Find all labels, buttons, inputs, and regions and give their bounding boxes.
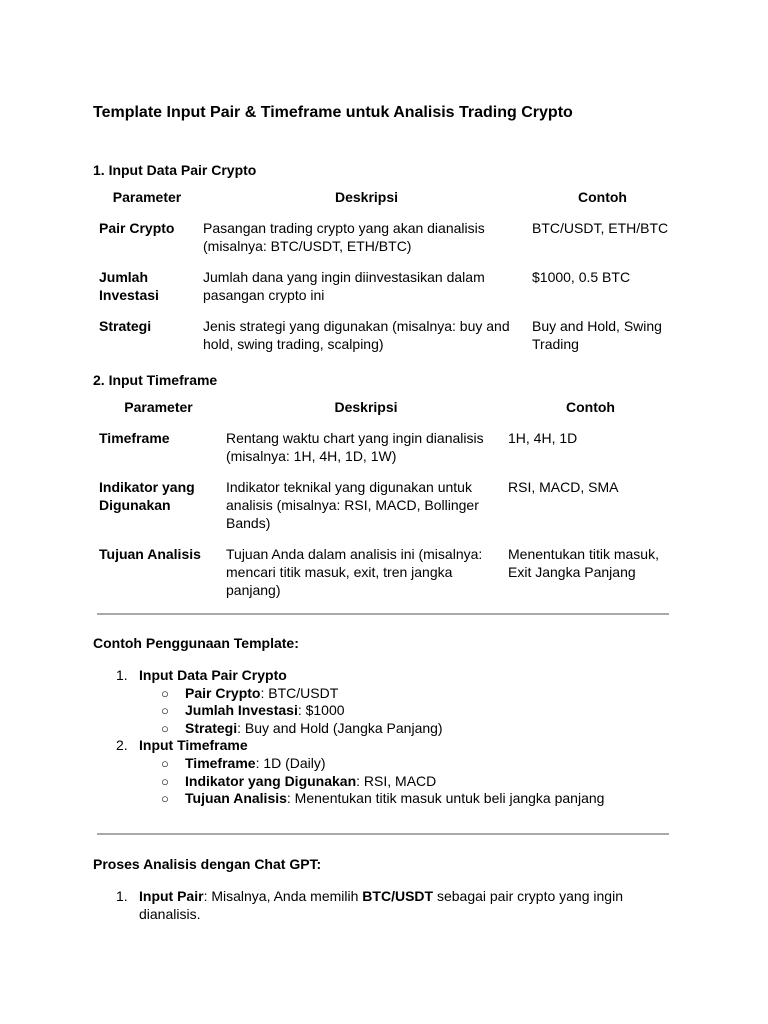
table-row xyxy=(93,429,673,465)
example-cell: 1H, 4H, 1D xyxy=(508,430,578,446)
circle-bullet-icon: ○ xyxy=(161,755,169,771)
list-item: 1. Input Pair: Misalnya, Anda memilih BTC/USDT sebagai pair crypto yang ingin dianalisis. xyxy=(116,888,623,922)
list-item: 1. Input Data Pair Crypto xyxy=(116,667,287,683)
example-cell: BTC/USDT, ETH/BTC xyxy=(532,220,669,236)
sub-list-item: ○ Jumlah Investasi: $1000 xyxy=(161,702,345,719)
header-contoh: Contoh xyxy=(566,399,615,415)
example-cell: Menentukan titik masuk, Exit Jangka Panjang xyxy=(508,546,659,580)
desc-cell: Jumlah dana yang ingin diinvestasikan dalam pasangan crypto ini xyxy=(203,269,485,303)
process-list xyxy=(93,888,653,923)
circle-bullet-icon: ○ xyxy=(161,703,169,719)
sub-list-item: ○ Tujuan Analisis: Menentukan titik masuk untuk beli jangka panjang xyxy=(161,790,605,807)
table-row xyxy=(93,545,673,599)
circle-bullet-icon: ○ xyxy=(161,773,169,789)
desc-cell: Indikator teknikal yang digunakan untuk analisis (misalnya: RSI, MACD, Bollinger Bands) xyxy=(226,479,479,531)
param-cell: Timeframe xyxy=(99,430,170,446)
header-parameter: Parameter xyxy=(112,189,182,205)
desc-cell: Pasangan trading crypto yang akan dianalisis (misalnya: BTC/USDT, ETH/BTC) xyxy=(203,220,485,254)
sub-list-item: ○ Indikator yang Digunakan: RSI, MACD xyxy=(161,772,437,789)
example-cell: Buy and Hold, Swing Trading xyxy=(532,318,662,352)
desc-cell: Tujuan Anda dalam analisis ini (misalnya: mencari titik masuk, exit, tren jangka panjang) xyxy=(226,546,483,598)
divider xyxy=(97,613,669,615)
section2-heading: 2. Input Timeframe xyxy=(93,372,218,388)
circle-bullet-icon: ○ xyxy=(161,720,169,736)
circle-bullet-icon: ○ xyxy=(161,791,169,807)
param-cell: Jumlah Investasi xyxy=(99,269,159,303)
table-row xyxy=(93,478,673,532)
desc-cell: Jenis strategi yang digunakan (misalnya: buy and hold, swing trading, scalping) xyxy=(203,318,510,352)
example-heading: Contoh Penggunaan Template: xyxy=(93,635,299,651)
table-row xyxy=(93,317,673,353)
document-title: Template Input Pair & Timeframe untuk Analisis Trading Crypto xyxy=(93,104,573,121)
list-item-label: Input Timeframe xyxy=(139,737,248,754)
param-cell: Strategi xyxy=(99,318,152,334)
timeframe-table xyxy=(93,398,673,599)
example-list xyxy=(93,667,604,808)
desc-cell: Rentang waktu chart yang ingin dianalisis (misalnya: 1H, 4H, 1D, 1W) xyxy=(226,430,484,464)
sub-list-item: ○ Pair Crypto: BTC/USDT xyxy=(161,684,339,701)
divider xyxy=(97,833,669,835)
sub-list-item: ○ Strategi: Buy and Hold (Jangka Panjang) xyxy=(161,719,443,736)
header-deskripsi: Deskripsi xyxy=(334,189,399,205)
sub-list-item: ○ Timeframe: 1D (Daily) xyxy=(161,754,326,771)
header-deskripsi: Deskripsi xyxy=(334,399,398,415)
list-item-label: Input Data Pair Crypto xyxy=(139,667,287,683)
table-header-row xyxy=(93,398,673,416)
param-cell: Tujuan Analisis xyxy=(99,546,201,562)
list-item: 2. Input Timeframe xyxy=(116,737,248,754)
example-cell: $1000, 0.5 BTC xyxy=(532,269,631,285)
table-header-row xyxy=(93,188,673,206)
header-parameter: Parameter xyxy=(124,399,193,415)
header-contoh: Contoh xyxy=(578,189,627,205)
section1-heading: 1. Input Data Pair Crypto xyxy=(93,162,257,178)
pair-table xyxy=(93,188,673,353)
circle-bullet-icon: ○ xyxy=(161,685,169,701)
param-cell: Pair Crypto xyxy=(99,220,175,236)
process-heading: Proses Analisis dengan Chat GPT: xyxy=(93,856,322,872)
param-cell: Indikator yang Digunakan xyxy=(99,479,195,513)
table-row xyxy=(93,268,673,304)
example-cell: RSI, MACD, SMA xyxy=(508,479,619,495)
table-row xyxy=(93,219,673,255)
